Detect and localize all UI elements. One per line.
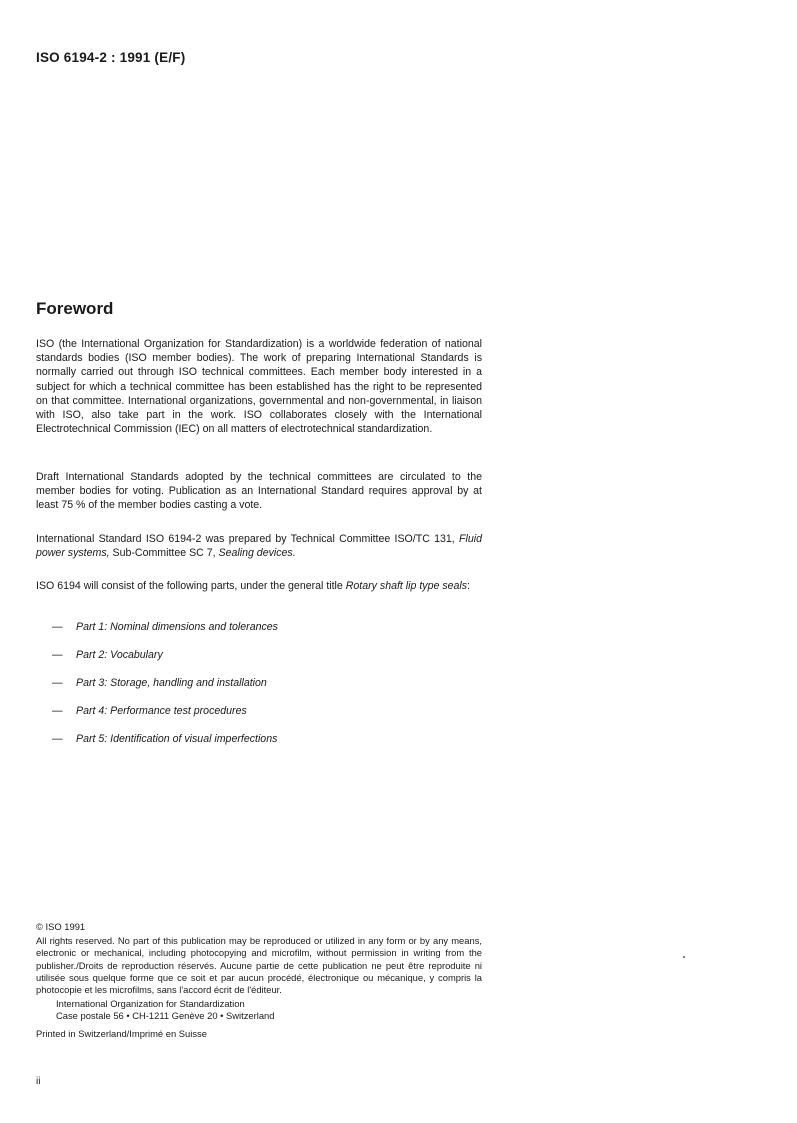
- list-item: [36, 732, 278, 760]
- list-item: [36, 676, 278, 704]
- paragraph-parts-intro: [36, 579, 482, 593]
- part-title: Part 2: Vocabulary: [76, 649, 163, 661]
- list-dash: —: [52, 649, 63, 661]
- list-item: [36, 620, 278, 648]
- part-title: Part 3: Storage, handling and installation: [76, 677, 267, 689]
- list-dash: —: [52, 621, 63, 633]
- paragraph-iso-description: ISO (the International Organization for Standardization) is a worldwide federation of national standards bodies (ISO member bodies). The work of preparing International Standards is normally carried out through ISO technical committees. Each member body interested in a subject for which a technical committee has been established has the right to be represented on that committee. International organizations, governmental and non-governmental, in liaison with ISO, also take part in the work. ISO collaborates closely with the International Electrotechnical Commission (IEC) on all matters of electrotechnical standardization.: [36, 338, 482, 436]
- committee-name: Fluid power systems,: [36, 533, 482, 560]
- copyright-line: © ISO 1991: [36, 921, 86, 932]
- list-item: [36, 648, 278, 676]
- document-id-header: ISO 6194-2 : 1991 (E/F): [36, 50, 186, 65]
- organization-name: International Organization for Standardization: [56, 998, 245, 1010]
- list-dash: —: [52, 733, 63, 745]
- paragraph-draft-standards: Draft International Standards adopted by the technical committees are circulated to the member bodies for voting. Publication as an International Standard requires approval by at least 75 % of the member bodies casting a vote.: [36, 471, 482, 512]
- page-number: ii: [36, 1076, 41, 1087]
- printed-in: Printed in Switzerland/Imprimé en Suisse: [36, 1027, 207, 1039]
- preparation-text-c: Sub-Committee SC 7,: [109, 547, 219, 560]
- parts-intro-text-c: :: [467, 580, 470, 592]
- publisher-address: [56, 998, 482, 1022]
- list-dash: —: [52, 705, 63, 717]
- general-title: Rotary shaft lip type seals: [345, 580, 468, 592]
- part-title: Part 1: Nominal dimensions and tolerances: [76, 621, 278, 633]
- list-item: [36, 704, 278, 732]
- postal-address: Case postale 56 • CH-1211 Genève 20 • Switzerland: [56, 1010, 275, 1022]
- scan-speck: [683, 956, 685, 958]
- subcommittee-name: Sealing devices.: [218, 547, 296, 560]
- part-title: Part 5: Identification of visual imperfections: [76, 733, 278, 745]
- page-title: Foreword: [36, 299, 114, 318]
- part-title: Part 4: Performance test procedures: [76, 705, 247, 717]
- copyright-block: [36, 921, 482, 1040]
- rights-notice: All rights reserved. No part of this publication may be reproduced or utilized in any form or by any means, electronic or mechanical, including photocopying and microfilm, without permission in writing from the publisher./Droits de reproduction réservés. Aucune partie de cette publication ne peut être reproduite ni utilisée sous quelque forme que ce soit et par aucun procédé, électronique ou mécanique, y compris la photocopie et les microfilms, sans l'accord écrit de l'éditeur.: [36, 935, 482, 996]
- parts-intro-text-a: ISO 6194 will consist of the following parts, under the general title: [36, 580, 346, 592]
- list-dash: —: [52, 677, 63, 689]
- parts-list: [36, 620, 278, 760]
- preparation-text-a: International Standard ISO 6194-2 was prepared by Technical Committee ISO/TC 131,: [36, 533, 460, 545]
- paragraph-preparation: [36, 532, 482, 560]
